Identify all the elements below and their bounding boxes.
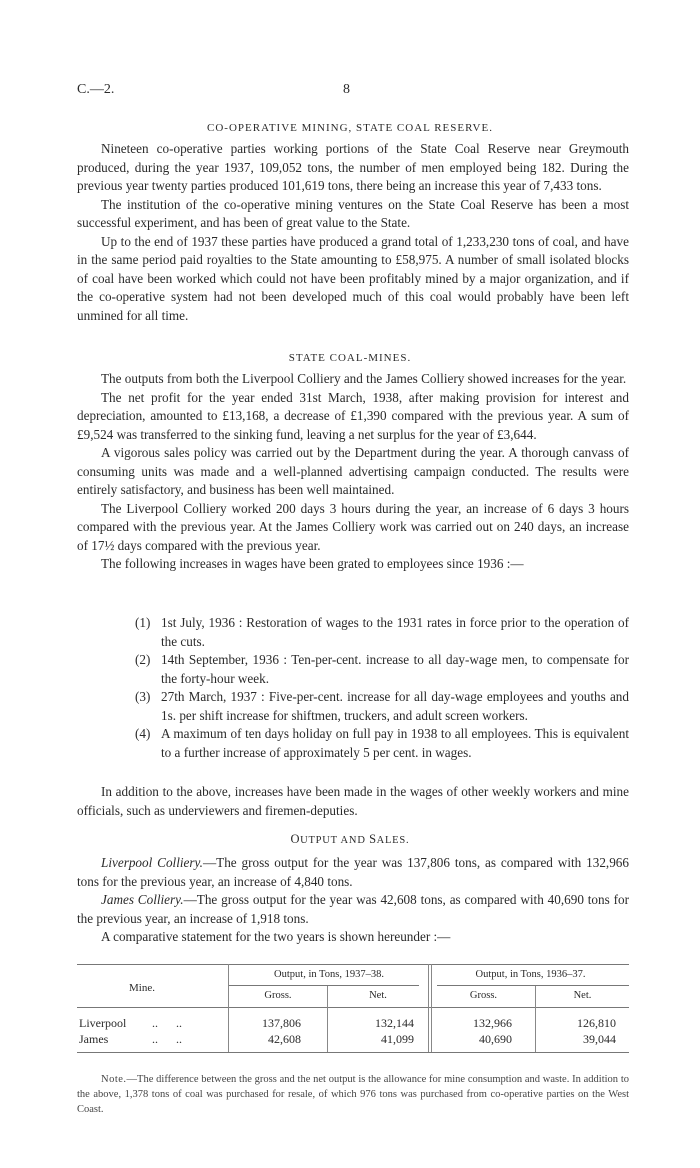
table-footnote [77, 1072, 629, 1117]
list-item [135, 614, 629, 651]
table-cell: 40,690 [479, 1032, 512, 1046]
table-cell: 132,144 [375, 1016, 414, 1030]
table-row-mine: Liverpool [79, 1016, 127, 1030]
section-state-coal-mines [77, 370, 629, 574]
table-cell: 42,608 [268, 1032, 301, 1046]
table-cell: 41,099 [381, 1032, 414, 1046]
table-cell: 137,806 [262, 1016, 301, 1030]
paragraph: Nineteen co-operative parties working portions of the State Coal Reserve near Greymouth produced, during the year 1937, 109,052 tons, the number of men employed being 182. During the previous year twenty parties produced 101,619 tons, there being an increase this year of 7,433 tons. [77, 141, 629, 193]
list-item [135, 725, 629, 762]
paragraph: The Liverpool Colliery worked 200 days 3 hours during the year, an increase of 6 days 3 hours compared with the previous year. At the James Colliery work was carried out on 240 days, an increase of 17½ days compared with the previous year. [77, 500, 629, 553]
list-item [135, 688, 629, 725]
list-item [135, 651, 629, 688]
liverpool-label: Liverpool Colliery. [101, 855, 203, 870]
wage-increase-list [77, 614, 629, 762]
list-item-text: A maximum of ten days holiday on full pay in 1938 to all employees. This is equivalent to a further increase of approximately 5 per cent. in wages. [161, 726, 629, 760]
table-group-header-1936-37: Output, in Tons, 1936–37. [475, 969, 586, 980]
table-col-gross: Gross. [469, 990, 498, 1001]
paragraph: The institution of the co-operative mining ventures on the State Coal Reserve has been a most successful experiment, and has been of great value to the State. [77, 196, 629, 230]
section-cooperative-mining [77, 140, 629, 325]
table-top-rule [77, 964, 629, 965]
section-heading-output-and-sales: OUTPUT AND SALES. [290, 832, 410, 846]
table-row-leader: .. .. [152, 1032, 182, 1046]
note-label: Note. [101, 1074, 127, 1085]
page-number: 8 [343, 82, 350, 97]
paragraph-james-colliery: James Colliery.—The gross output for the year was 42,608 tons, as compared with 40,690 tons for the previous year, an increase of 1,918 tons. [77, 892, 629, 926]
wages-closing-paragraph [77, 783, 629, 820]
paragraph: A vigorous sales policy was carried out by the Department during the year. A thorough canvass of consuming units was made and a well-planned advertising campaign conducted. The results were entirely satisfactory, and business has been well maintained. [77, 445, 629, 497]
james-label: James Colliery. [101, 892, 184, 907]
paragraph: Up to the end of 1937 these parties have produced a grand total of 1,233,230 tons of coal, and have in the same period paid royalties to the State amounting to £58,975. A number of small isolated blocks of coal have been worked which could not have been profitably mined by a major organization, and if the co-operative system had not been developed much of this coal would probably have been left unmined for all time. [77, 233, 629, 323]
list-item-number: (3) [135, 689, 151, 704]
page-reference: C.—2. [77, 82, 115, 97]
table-bottom-rule [77, 1052, 629, 1053]
table-cell: 39,044 [583, 1032, 616, 1046]
paragraph-liverpool-colliery: Liverpool Colliery.—The gross output for the year was 137,806 tons, as compared with 132,966 tons for the previous year, an increase of 4,840 tons. [77, 855, 629, 889]
table-group-rule [229, 985, 419, 986]
table-row-leader: .. .. [152, 1016, 182, 1030]
section-heading-cooperative-mining: CO-OPERATIVE MINING, STATE COAL RESERVE. [207, 122, 493, 134]
list-item-text: 1st July, 1936 : Restoration of wages to the 1931 rates in force prior to the operation of the cuts. [161, 615, 629, 649]
paragraph: In addition to the above, increases have been made in the wages of other weekly workers and mine officials, such as underviewers and firemen-deputies. [77, 784, 629, 818]
list-item-text: 27th March, 1937 : Five-per-cent. increase for all day-wage employees and youths and 1s. per shift increase for shiftmen, truckers, and adult screen workers. [161, 689, 629, 723]
paragraph: A comparative statement for the two years is shown hereunder :— [101, 929, 451, 944]
table-row-mine: James [79, 1032, 109, 1046]
table-col-net: Net. [369, 990, 387, 1001]
paragraph: The following increases in wages have been grated to employees since 1936 :— [101, 556, 524, 571]
section-heading-state-coal-mines: STATE COAL-MINES. [288, 352, 412, 364]
table-cell: 132,966 [473, 1016, 512, 1030]
table-group-rule [437, 985, 629, 986]
note-text: —The difference between the gross and the net output is the allowance for mine consumption and waste. In addition to the above, 1,378 tons of coal was purchased for resale, of which 976 tons was purchased from co-operative parties on the West Coast. [77, 1074, 629, 1115]
list-item-text: 14th September, 1936 : Ten-per-cent. increase to all day-wage men, to compensate for the forty-hour week. [161, 652, 629, 686]
list-item-number: (2) [135, 652, 151, 667]
list-item-number: (4) [135, 726, 151, 741]
table-cell: 126,810 [577, 1016, 616, 1030]
section-output-and-sales [77, 854, 629, 947]
list-item-number: (1) [135, 615, 151, 630]
table-col-gross: Gross. [264, 990, 292, 1001]
table-header-rule [77, 1007, 629, 1008]
table-mine-header: Mine. [129, 982, 155, 994]
table-col-net: Net. [573, 990, 592, 1001]
paragraph: The outputs from both the Liverpool Colliery and the James Colliery showed increases for the year. [101, 371, 627, 386]
table-group-header-1937-38: Output, in Tons, 1937–38. [274, 969, 384, 980]
paragraph: The net profit for the year ended 31st March, 1938, after making provision for interest and depreciation, amounted to £13,168, a decrease of £1,390 compared with the previous year. A sum of £9,524 was transferred to the sinking fund, leaving a net surplus for the year of £3,644. [77, 389, 629, 442]
